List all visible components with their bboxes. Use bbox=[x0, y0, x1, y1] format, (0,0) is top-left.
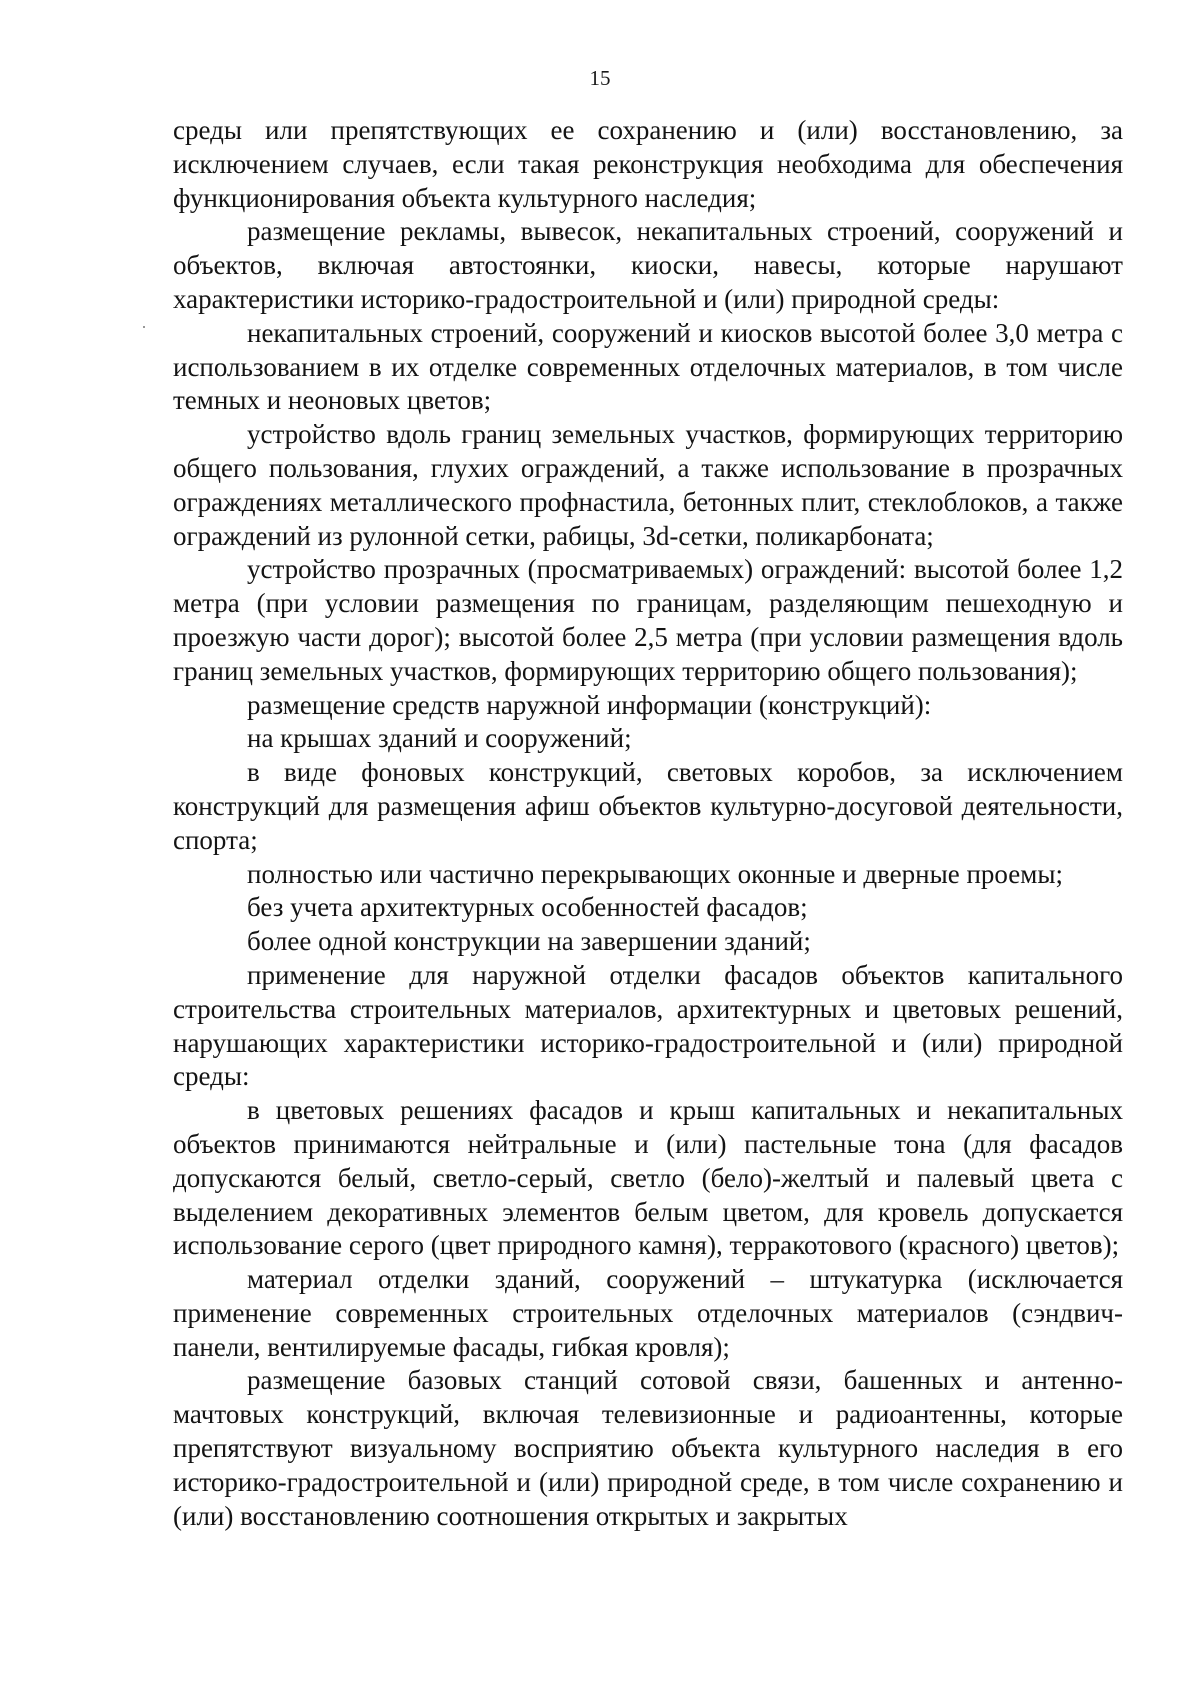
paragraph: размещение средств наружной информации (конструкций): bbox=[247, 689, 932, 720]
paragraph: в виде фоновых конструкций, световых коробов, за исключением конструкций для размещения афиш объектов культурно-досуговой деятельности, спорта; bbox=[173, 757, 1123, 855]
paragraph: устройство вдоль границ земельных участков, формирующих территорию общего пользования, глухих ограждений, а также использование в прозрачных ограждениях металлического профнастила, бетонных плит, стеклоблоков, а также ограждений из рулонной сетки, рабицы, 3d-сетки, поликарбоната; bbox=[173, 419, 1123, 551]
paragraph: полностью или частично перекрывающих оконные и дверные проемы; bbox=[247, 858, 1063, 889]
paragraph: на крышах зданий и сооружений; bbox=[247, 723, 632, 754]
paragraph: материал отделки зданий, сооружений – штукатурка (исключается применение современных строительных отделочных материалов (сэндвич-панели, вентилируемые фасады, гибкая кровля); bbox=[173, 1264, 1123, 1362]
paragraph: применение для наружной отделки фасадов объектов капитального строительства строительных материалов, архитектурных и цветовых решений, нарушающих характеристики историко-градостроительной и (или) природной среды: bbox=[173, 959, 1123, 1092]
document-body bbox=[173, 114, 1123, 1533]
paragraph: размещение базовых станций сотовой связи, башенных и антенно-мачтовых конструкций, включая телевизионные и радиоантенны, которые препятствуют визуальному восприятию объекта культурного наследия в его историко-градостроительной и (или) природной среде, в том числе сохранению и (или) восстановлению соотношения открытых и закрытых bbox=[173, 1365, 1123, 1531]
page-number: 15 bbox=[589, 66, 611, 90]
paragraph: в цветовых решениях фасадов и крыш капитальных и некапитальных объектов принимаются нейтральные и (или) пастельные тона (для фасадов допускаются белый, светло-серый, светло (бело)-желтый и палевый цвета с выделением декоративных элементов белым цветом, для кровель допускается использование серого (цвет природного камня), терракотового (красного) цветов); bbox=[173, 1095, 1123, 1261]
paragraph: устройство прозрачных (просматриваемых) ограждений: высотой более 1,2 метра (при условии размещения по границам, разделяющим пешеходную и проезжую части дорог); высотой более 2,5 метра (при условии размещения вдоль границ земельных участков, формирующих территорию общего пользования); bbox=[173, 554, 1123, 686]
paragraph: размещение рекламы, вывесок, некапитальных строений, сооружений и объектов, включая автостоянки, киоски, навесы, которые нарушают характеристики историко-градостроительной и (или) природной среды: bbox=[173, 216, 1123, 314]
margin-dot bbox=[143, 326, 145, 328]
paragraph: некапитальных строений, сооружений и киосков высотой более 3,0 метра с использованием в их отделке современных отделочных материалов, в том числе темных и неоновых цветов; bbox=[173, 317, 1123, 416]
paragraph: среды или препятствующих ее сохранению и (или) восстановлению, за исключением случаев, если такая реконструкция необходима для обеспечения функционирования объекта культурного наследия; bbox=[173, 115, 1123, 213]
paragraph: более одной конструкции на завершении зданий; bbox=[247, 926, 811, 957]
paragraph: без учета архитектурных особенностей фасадов; bbox=[247, 892, 808, 923]
